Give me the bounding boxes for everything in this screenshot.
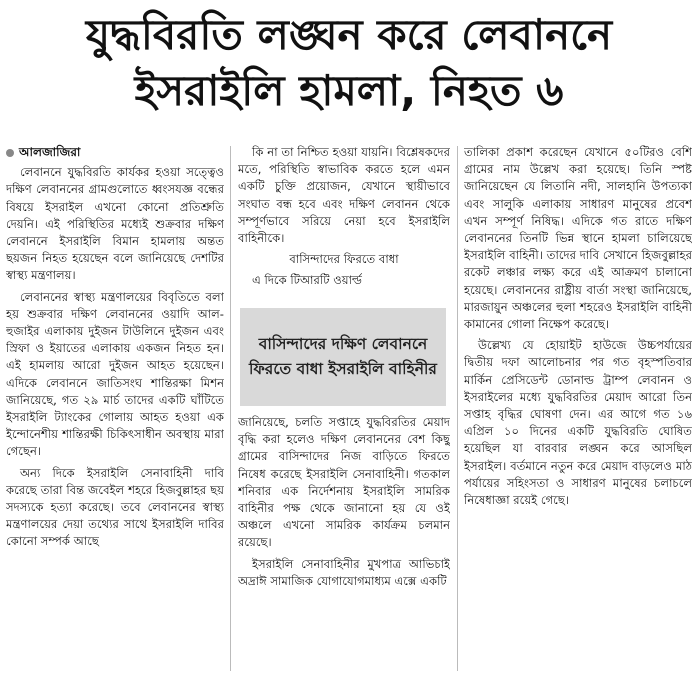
pull-quote-text: বাসিন্দাদের দক্ষিণ লেবাননে ফিরতে বাধা ইসরাইলি বাহিনীর: [249, 335, 437, 378]
column-divider: [230, 146, 231, 671]
article-column-2-bottom: [238, 414, 450, 675]
headline-line-1: যুদ্ধবিরতি লঙ্ঘন করে লেবাননে: [85, 10, 613, 59]
pull-quote-box: [240, 308, 446, 406]
paragraph: কি না তা নিশ্চিত হওয়া যায়নি। বিশ্লেষকদের মতে, পরিস্থিতি স্বাভাবিক করতে হলে এমন একটি চুক্তি প্রয়োজন, যেখানে স্থায়ীভাবে সংঘাত বন্ধ হবে এবং দক্ষিণ লেবানন থেকে সম্পূর্ণভাবে সরিয়ে নেয়া হবে ইসরাইলি বাহিনীকে।: [238, 145, 450, 246]
subheading: বাসিন্দাদের ফিরতে বাধা: [289, 252, 399, 267]
paragraph: ইসরাইলি সেনাবাহিনীর মুখপাত্র আভিচাই অদ্রাঈ সামাজিক যোগাযোগমাধ্যম এক্সে একটি: [238, 556, 450, 588]
bullet-icon: [6, 149, 14, 157]
article-column-2-top: [238, 144, 450, 304]
article-column-1: [6, 144, 224, 675]
byline-source: আলজাজিরা: [19, 145, 81, 159]
paragraph: লেবাননের স্বাস্থ্য মন্ত্রণালয়ের বিবৃতিতে বলা হয় শুক্রবার দক্ষিণ লেবাননের ওয়াদি আল-হুজাইর এলাকায় দুইজন টাউলিনে দুইজন এবং স্রিফা ও ইয়াতের এলাকায় একজন নিহত হন। এই হামলায় আরো দুইজন আহত হয়েছেন। এদিকে লেবাননে জাতিসংঘ শান্তিরক্ষা মিশন জানিয়েছে, গত ২৯ মার্চ তাদের একটি ঘাঁটিতে ইসরাইলি ট্যাংকের গোলায় আহত হওয়া এক ইন্দোনেশীয় শান্তিরক্ষী চিকিৎসাধীন অবস্থায় মারা গেছেন।: [6, 289, 224, 459]
paragraph: জানিয়েছে, চলতি সপ্তাহে যুদ্ধবিরতির মেয়াদ বৃদ্ধি করা হলেও দক্ষিণ লেবাননের বেশ কিছু গ্রামের বাসিন্দাদের নিজ বাড়িতে ফিরতে নিষেধ করেছে ইসরাইলি সেনাবাহিনী। গতকাল শনিবার এক নির্দেশনায় ইসরাইলি সামরিক বাহিনীর পক্ষ থেকে জানানো হয় যে ওই অঞ্চলে এখনো সামরিক কার্যক্রম চলমান রয়েছে।: [238, 415, 450, 550]
paragraph: লেবাননে যুদ্ধবিরতি কার্যকর হওয়া সত্ত্বেও দক্ষিণ লেবাননের গ্রামগুলোতে ধ্বংসযজ্ঞ বন্ধের বিষয়ে ইসরাইল এখনো কোনো প্রতিশ্রুতি দেয়নি। এই পরিস্থিতির মধ্যেই শুক্রবার দক্ষিণ লেবাননে ইসরাইলি বিমান হামলায় অন্তত ছয়জন নিহত হয়েছেন বলে জানিয়েছে দেশটির স্বাস্থ্য মন্ত্রণালয়।: [6, 165, 224, 283]
paragraph: এ দিকে টিআরটি ওয়ার্ল্ড: [252, 273, 362, 288]
byline: [6, 144, 224, 161]
paragraph: অন্য দিকে ইসরাইলি সেনাবাহিনী দাবি করেছে তারা বিন্ত জবেইল শহরে হিজবুল্লাহর ছয় সদস্যকে হত্যা করেছে। তবে লেবাননের স্বাস্থ্য মন্ত্রণালয়ের দেয়া তথ্যের সাথে ইসরাইলি দাবির কোনো সম্পর্ক আছে: [6, 465, 224, 549]
headline-line-2: ইসরাইলি হামলা, নিহত ৬: [134, 66, 564, 115]
paragraph: উল্লেখ্য যে হোয়াইট হাউজে উচ্চপর্যায়ের দ্বিতীয় দফা আলোচনার পর গত বৃহস্পতিবার মার্কিন প্রেসিডেন্ট ডোনাল্ড ট্রাম্প লেবানন ও ইসরাইলের মধ্যে যুদ্ধবিরতির মেয়াদ আরো তিন সপ্তাহ বৃদ্ধির ঘোষণা দেন। এর আগে গত ১৬ এপ্রিল ১০ দিনের একটি যুদ্ধবিরতি ঘোষিত হয়েছিল যা বারবার লঙ্ঘন করে আসছিল ইসরাইল। বর্তমানে নতুন করে মেয়াদ বাড়লেও মাঠ পর্যায়ের সহিংসতা ও সাধারণ মানুষের চলাচলে নিষেধাজ্ঞা রয়েই গেছে।: [464, 338, 692, 508]
paragraph: তালিকা প্রকাশ করেছেন যেখানে ৫০টিরও বেশি গ্রামের নাম উল্লেখ করা হয়েছে। তিনি স্পষ্ট জানিয়েছেন যে লিতানি নদী, সালহানি উপত্যকা এবং সালুকি এলাকায় সাধারণ মানুষের প্রবেশ এখন সম্পূর্ণ নিষিদ্ধ। এদিকে গত রাতে দক্ষিণ লেবাননের তিনটি ভিন্ন স্থানে হামলা চালিয়েছে ইসরাইলি বাহিনী। তাদের দাবি সেখানে হিজবুল্লাহর রকেট লঞ্চার লক্ষ্য করে এই আক্রমণ চালানো হয়েছে। লেবাননের রাষ্ট্রীয় বার্তা সংস্থা জানিয়েছে, মারজায়ুন অঞ্চলের হুলা শহরেও ইসরাইলি বাহিনী কামানের গোলা নিক্ষেপ করেছে।: [464, 145, 692, 332]
column-divider: [457, 146, 458, 671]
headline: [0, 8, 698, 120]
article-column-3: [464, 144, 692, 675]
